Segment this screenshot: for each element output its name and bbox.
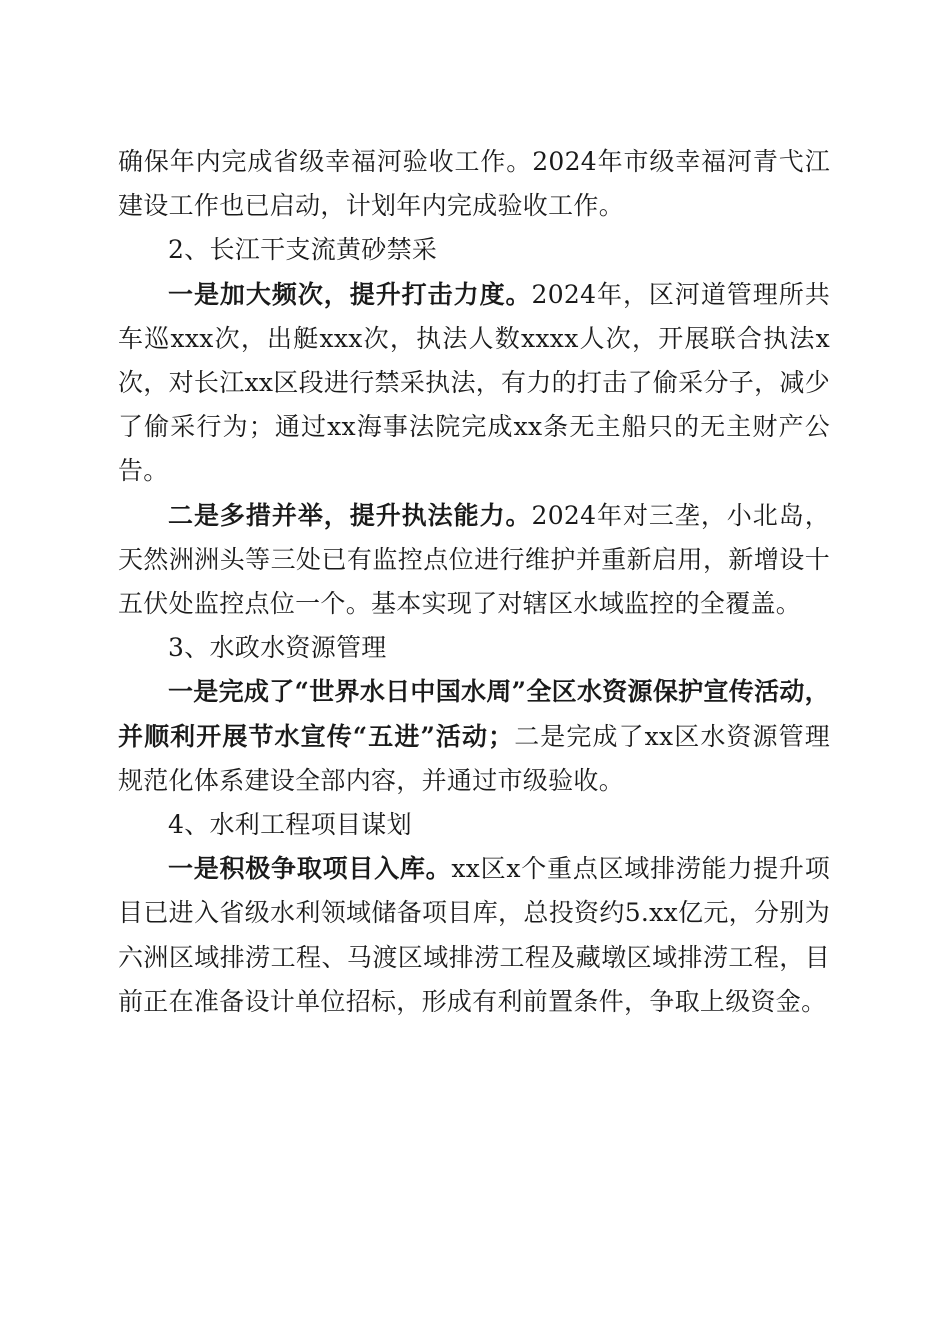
heading-text: 4、水利工程项目谋划 [168,810,412,840]
paragraph-project-library [118,847,830,1024]
heading-text: 3、水政水资源管理 [168,633,387,663]
paragraph-text: 确保年内完成省级幸福河验收工作。2024年市级幸福河青弋江建设工作也已启动，计划年内完成验收工作。 [118,147,830,221]
paragraph-text: 二是完成了xx区水资源管理规范化体系建设全部内容，并通过市级验收。 [118,721,831,795]
paragraph-text: 2024年，区河道管理所共车巡xxx次，出艇xxx次，执法人数xxxx人次，开展联合执法x次，对长江xx区段进行禁采执法，有力的打击了偷采分子，减少了偷采行为；通过xx海事法院完成xx条无主船只的无主财产公告。 [118,279,830,486]
paragraph-lead: 一是积极争取项目入库。 [168,854,452,884]
paragraph-text: xx区x个重点区域排涝能力提升项目已进入省级水利领域储备项目库，总投资约5.xx亿元，分别为六洲区域排涝工程、马渡区域排涝工程及藏墩区域排涝工程，目前正在准备设计单位招标，形成有利前置条件，争取上级资金。 [118,854,830,1016]
paragraph-water-promotion [118,670,830,803]
paragraph-text: 2024年对三垄，小北岛，天然洲洲头等三处已有监控点位进行维护并重新启用，新增设十五伏处监控点位一个。基本实现了对辖区水域监控的全覆盖。 [118,500,830,619]
paragraph-lead: 二是多措并举，提升执法能力。 [168,500,532,530]
paragraph-lead: 一是加大频次，提升打击力度。 [168,279,532,309]
paragraph-patrol-frequency [118,273,830,494]
document-body [118,140,830,1024]
paragraph-enforcement-capability [118,494,830,627]
section-heading-project-planning [118,803,830,847]
paragraph-completion-note [118,140,830,228]
section-heading-sand-mining-ban [118,228,830,272]
heading-text: 2、长江干支流黄砂禁采 [168,235,438,265]
paragraph-lead: 一是完成了“世界水日中国水周”全区水资源保护宣传活动，并顺利开展节水宣传“五进”活动； [118,677,830,751]
section-heading-water-resources [118,626,830,670]
